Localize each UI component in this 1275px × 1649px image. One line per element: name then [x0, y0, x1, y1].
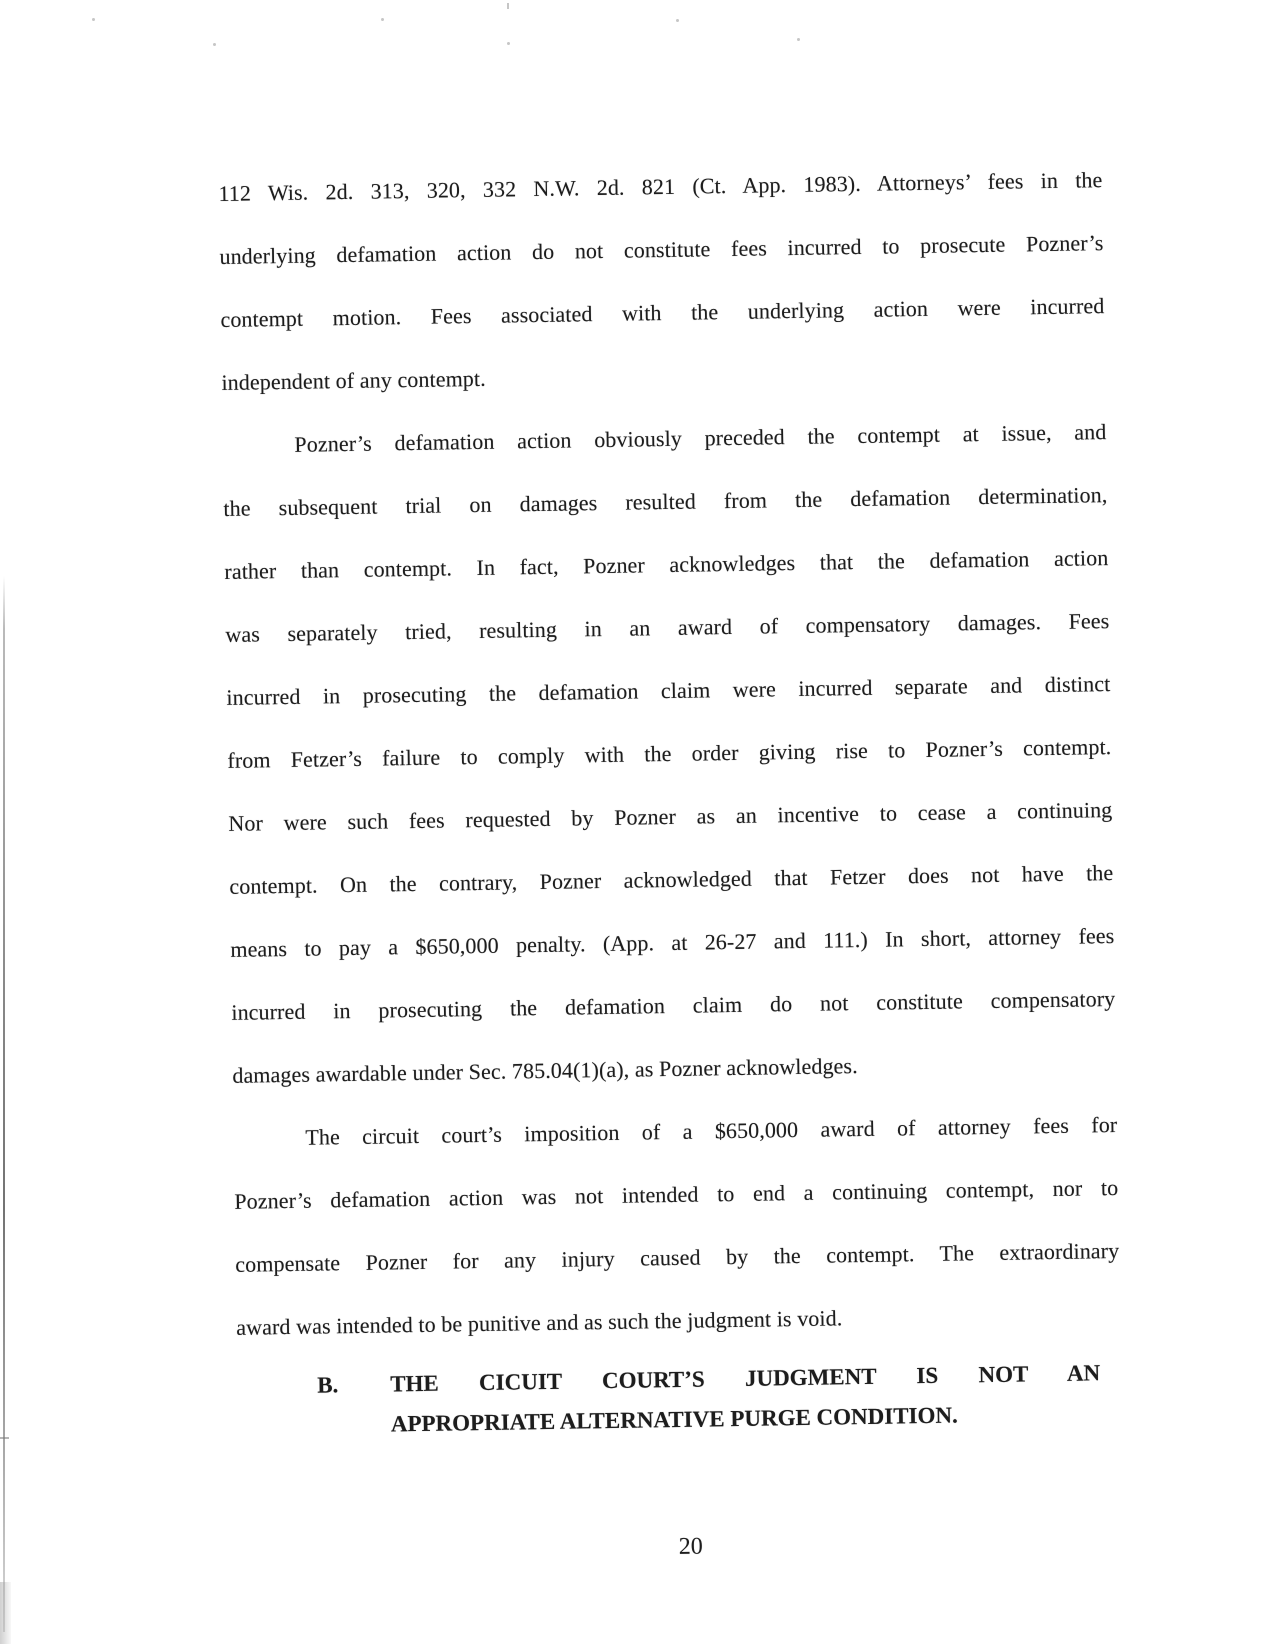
text-line: incurred in prosecuting the defamation claim were incurred separate and distinct	[226, 671, 1111, 710]
text-line: Pozner’s defamation action obviously preceded the contempt at issue, and	[294, 419, 1107, 457]
heading-line: THE CICUIT COURT’S JUDGMENT IS NOT AN	[390, 1360, 1101, 1397]
text-line: contempt. On the contrary, Pozner acknowledged that Fetzer does not have the	[229, 860, 1114, 899]
document-content	[218, 148, 1124, 1569]
scan-speck	[676, 19, 679, 22]
text-line: the subsequent trial on damages resulted from the defamation determination,	[223, 482, 1108, 521]
text-line: means to pay a $650,000 penalty. (App. at 26-27 and 111.) In short, attorney fees	[230, 923, 1115, 962]
scan-speck	[507, 3, 509, 9]
text-line: incurred in prosecuting the defamation claim do not constitute compensatory	[231, 986, 1116, 1025]
scan-artifact-smudge	[0, 1582, 11, 1644]
scan-artifact-vertical-line	[3, 576, 5, 1632]
paragraph-circuit-court	[233, 1093, 1121, 1359]
paragraph-defamation-action	[222, 400, 1117, 1107]
heading-line: APPROPRIATE ALTERNATIVE PURGE CONDITION.	[390, 1402, 958, 1437]
paragraph-citation-fees	[218, 148, 1106, 414]
section-heading-b	[237, 1353, 1122, 1447]
text-line: was separately tried, resulting in an award of compensatory damages. Fees	[225, 608, 1110, 647]
text-line: rather than contempt. In fact, Pozner acknowledges that the defamation action	[224, 545, 1109, 584]
section-heading-label: B.	[317, 1372, 339, 1398]
text-line: Pozner’s defamation action was not intended to end a continuing contempt, nor to	[234, 1174, 1119, 1214]
scan-speck	[797, 38, 800, 41]
text-line: underlying defamation action do not constitute fees incurred to prosecute Pozner’s	[219, 230, 1104, 269]
text-line: independent of any contempt.	[221, 365, 486, 395]
scan-speck	[381, 18, 384, 21]
text-line: Nor were such fees requested by Pozner as an incentive to cease a continuing	[228, 797, 1113, 836]
scan-speck	[507, 42, 510, 45]
scan-speck	[92, 18, 95, 21]
text-line: The circuit court’s imposition of a $650,000 award of attorney fees for	[305, 1111, 1118, 1150]
text-line: compensate Pozner for any injury caused by the contempt. The extraordinary	[235, 1237, 1120, 1277]
scan-artifact-tick	[0, 1437, 9, 1439]
text-line: damages awardable under Sec. 785.04(1)(a), as Pozner acknowledges.	[232, 1053, 858, 1088]
text-line: contempt motion. Fees associated with the underlying action were incurred	[220, 293, 1105, 332]
text-line: 112 Wis. 2d. 313, 320, 332 N.W. 2d. 821 (Ct. App. 1983). Attorneys’ fees in the	[218, 167, 1103, 206]
page-number: 20	[678, 1533, 704, 1560]
scan-speck	[213, 43, 216, 46]
section-heading-text	[390, 1353, 1101, 1444]
text-line: award was intended to be punitive and as such the judgment is void.	[236, 1305, 843, 1340]
text-line: from Fetzer’s failure to comply with the order giving rise to Pozner’s contempt.	[227, 734, 1112, 773]
